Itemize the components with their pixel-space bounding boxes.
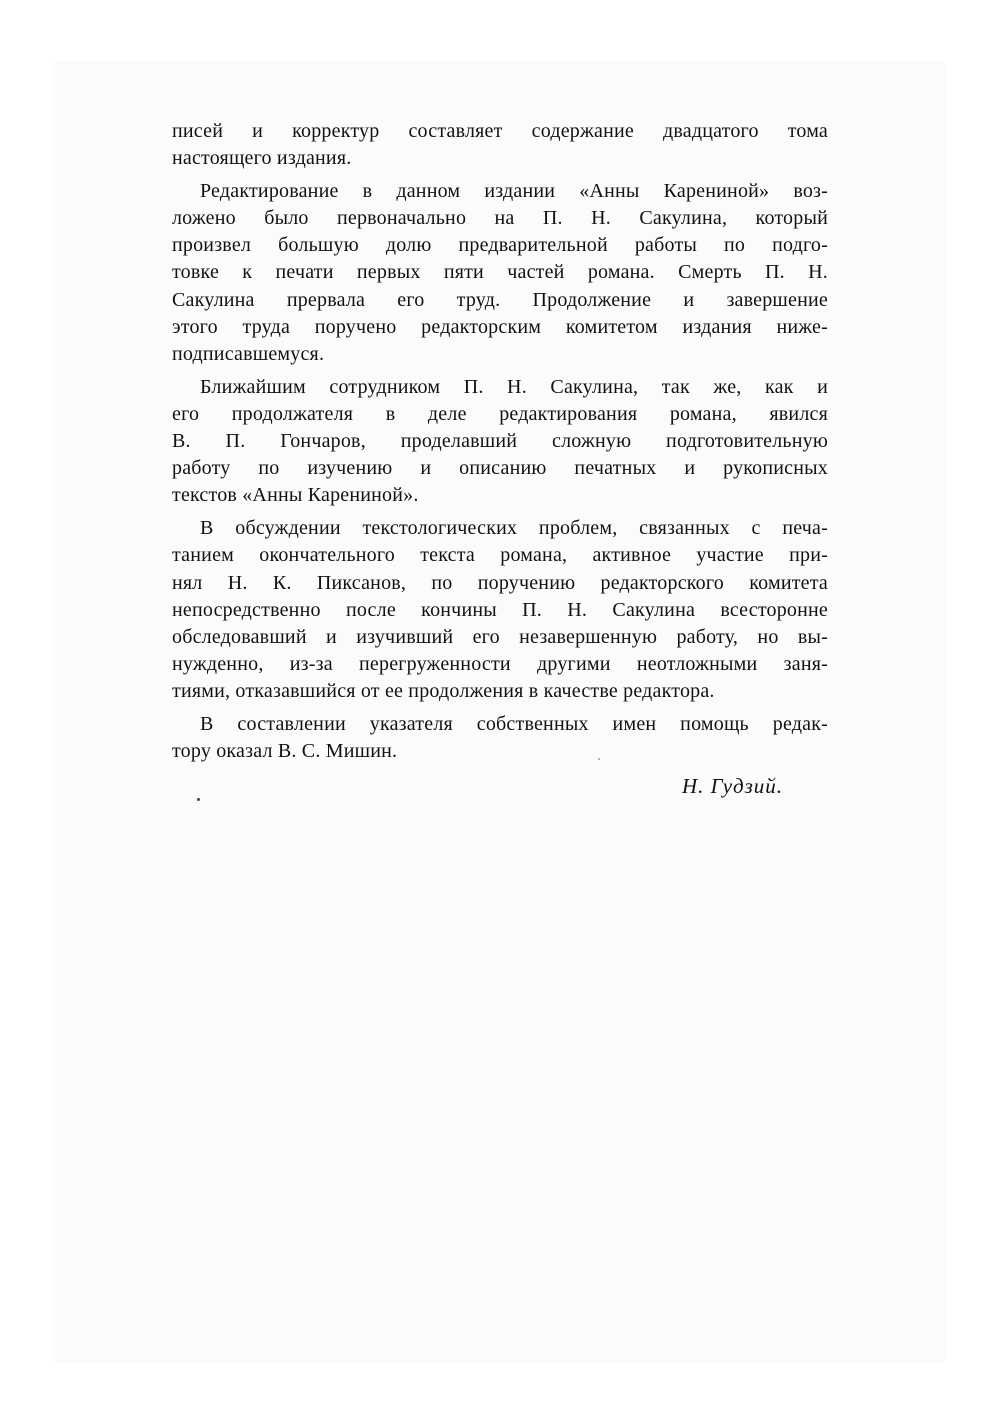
text-line: этого труда поручено редакторским комитетом издания ниже- bbox=[172, 315, 828, 338]
text-line: Редактирование в данном издании «Анны Карениной» воз- bbox=[200, 180, 828, 203]
paragraph bbox=[172, 374, 828, 509]
text-line: его продолжателя в деле редактирования романа, явился bbox=[172, 402, 828, 425]
text-line: тиями, отказавшийся от ее продолжения в качестве редактора. bbox=[172, 679, 715, 702]
author-signature: Н. Гудзий. bbox=[682, 774, 784, 798]
text-line: В обсуждении текстологических проблем, связанных с печа- bbox=[200, 517, 828, 540]
text-line: произвел большую долю предварительной работы по подго- bbox=[172, 234, 828, 257]
paragraph bbox=[172, 515, 828, 705]
paragraph bbox=[172, 178, 828, 368]
text-line: обследовавший и изучивший его незавершенную работу, но вы- bbox=[172, 625, 828, 648]
body-text bbox=[172, 118, 828, 765]
paragraph bbox=[172, 711, 828, 765]
text-line: настоящего издания. bbox=[172, 147, 352, 170]
text-line: В составлении указателя собственных имен помощь редак- bbox=[200, 712, 828, 735]
scan-speck bbox=[598, 758, 600, 760]
text-line: нужденно, из-за перегруженности другими неотложными заня- bbox=[172, 652, 828, 675]
text-line: текстов «Анны Карениной». bbox=[172, 484, 419, 507]
text-line: В. П. Гончаров, проделавший сложную подготовительную bbox=[172, 430, 828, 453]
text-line: товке к печати первых пяти частей романа. Смерть П. Н. bbox=[172, 261, 828, 284]
text-line: танием окончательного текста романа, активное участие при- bbox=[172, 544, 828, 567]
scan-speck bbox=[197, 798, 200, 801]
text-line: работу по изучению и описанию печатных и рукописных bbox=[172, 457, 828, 480]
text-line: Сакулина прервала его труд. Продолжение и завершение bbox=[172, 288, 828, 311]
text-line: Ближайшим сотрудником П. Н. Сакулина, так же, как и bbox=[200, 375, 828, 398]
text-line: тору оказал В. С. Мишин. bbox=[172, 740, 398, 763]
text-line: непосредственно после кончины П. Н. Сакулина всесторонне bbox=[172, 598, 828, 621]
text-line: нял Н. К. Пиксанов, по поручению редакторского комитета bbox=[172, 571, 828, 594]
text-line: писей и корректур составляет содержание двадцатого тома bbox=[172, 120, 828, 142]
text-line: подписавшемуся. bbox=[172, 342, 325, 365]
text-line: ложено было первоначально на П. Н. Сакулина, который bbox=[172, 207, 828, 230]
paragraph bbox=[172, 118, 828, 172]
